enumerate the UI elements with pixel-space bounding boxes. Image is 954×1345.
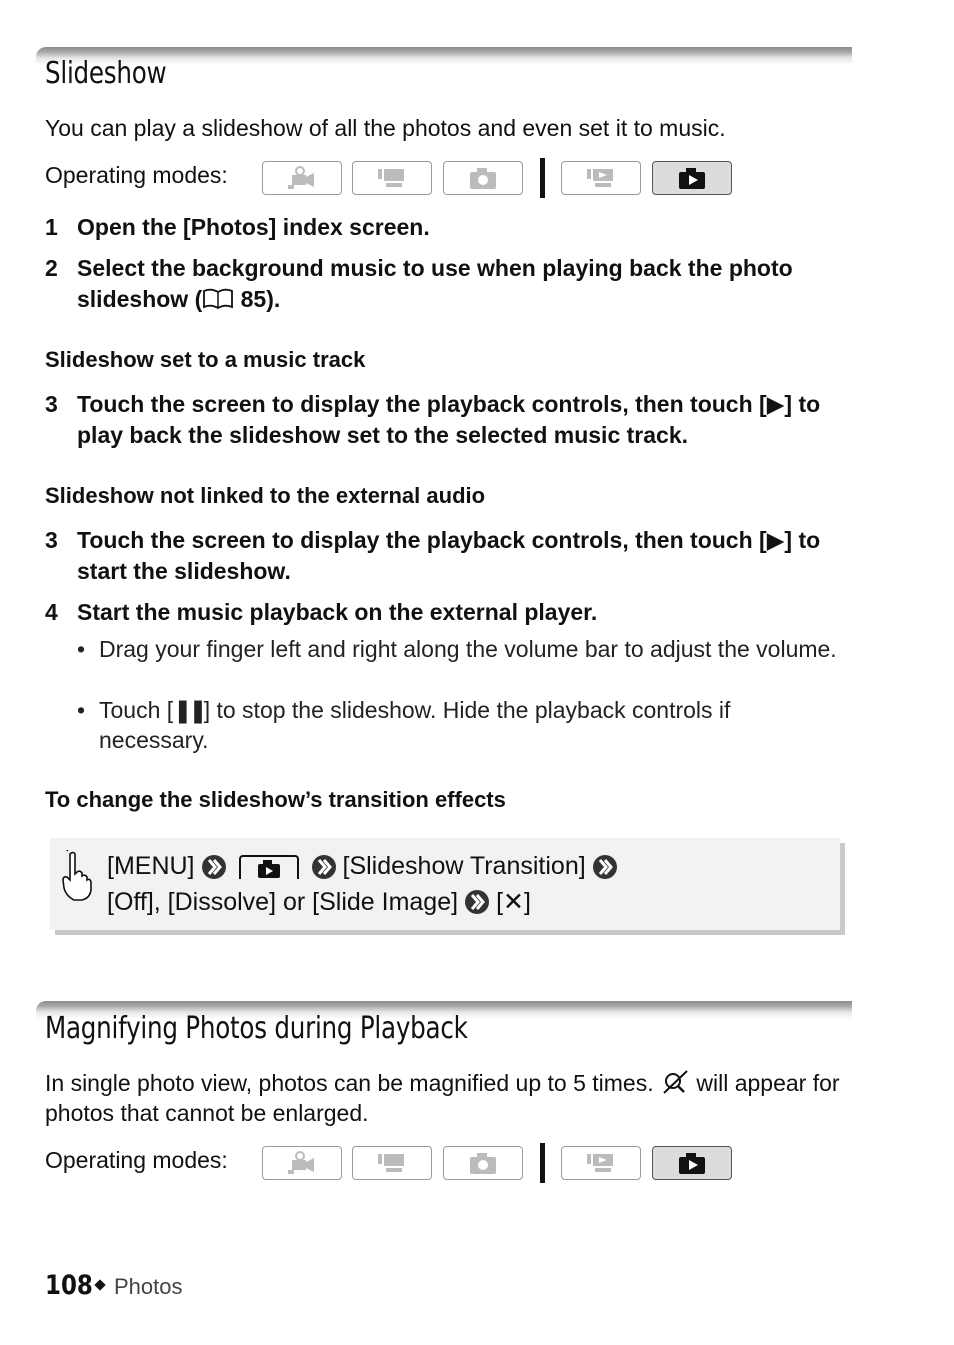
- mode-photo-record: [443, 1146, 523, 1180]
- play-icon: ▶: [766, 527, 785, 553]
- close-bracket-close: ]: [523, 887, 531, 916]
- step-text-part: 85).: [234, 286, 281, 312]
- photo-camera-icon: [465, 1150, 501, 1176]
- page-number: 108: [45, 1270, 93, 1301]
- movie-camera-record-icon: [284, 165, 320, 191]
- subheading: Slideshow not linked to the external audio: [45, 483, 486, 508]
- intro-text: You can play a slideshow of all the photos and even set it to music.: [45, 115, 726, 141]
- next-arrow-icon: [592, 854, 618, 880]
- next-arrow-icon: [311, 854, 337, 880]
- bullet-dot: •: [77, 697, 86, 723]
- subheading: To change the slideshow’s transition effects: [45, 787, 506, 812]
- bullet-text-part: ] to stop the slideshow. Hide the playback controls if necessary.: [99, 697, 731, 753]
- section-title: Slideshow: [45, 56, 167, 91]
- step-number: 2: [45, 255, 58, 281]
- step-text-part: Touch the screen to display the playback controls, then touch [: [77, 391, 767, 417]
- mode-movie-playback: [561, 1146, 641, 1180]
- step-number: 1: [45, 214, 58, 240]
- photo-playback-icon: [674, 165, 710, 191]
- bullet-item: [77, 634, 837, 664]
- subheading: Slideshow set to a music track: [45, 347, 366, 372]
- step-text: Open the [Photos] index screen.: [77, 214, 430, 240]
- step-1: [45, 212, 855, 243]
- bullet-text: Drag your finger left and right along the volume bar to adjust the volume.: [99, 636, 837, 662]
- next-arrow-icon: [464, 889, 490, 915]
- mode-separator: [540, 1143, 545, 1183]
- step-text: [77, 253, 855, 315]
- step-text-part: Select the background music to use when playing back the photo slideshow (: [77, 255, 793, 312]
- pause-icon: ❚❚: [173, 697, 204, 723]
- touch-hand-icon: [60, 850, 94, 902]
- bullet-text-part: Touch [: [99, 697, 174, 723]
- movie-playback-icon: [583, 1150, 619, 1176]
- photo-playback-icon: [674, 1150, 710, 1176]
- diamond-separator-icon: [94, 1279, 105, 1290]
- movie-camera-record-icon: [284, 1150, 320, 1176]
- menu-label: [MENU]: [107, 852, 195, 880]
- step-3b: [45, 525, 855, 587]
- menu-line-1: [107, 852, 624, 881]
- step-number: 4: [45, 599, 58, 625]
- mode-movie-record: [352, 161, 432, 195]
- intro-text: [45, 1068, 845, 1128]
- mode-photo-playback: [652, 1146, 732, 1180]
- step-text: [77, 389, 855, 451]
- menu-procedure-box: [50, 838, 840, 930]
- movie-record-icon: [374, 165, 410, 191]
- next-arrow-icon: [201, 854, 227, 880]
- step-2: [45, 253, 855, 315]
- play-icon: ▶: [766, 391, 785, 417]
- mode-movie-camera-record: [262, 161, 342, 195]
- bullet-dot: •: [77, 636, 86, 662]
- movie-record-icon: [374, 1150, 410, 1176]
- no-magnify-icon: [660, 1069, 690, 1095]
- mode-photo-playback: [652, 161, 732, 195]
- step-number: 3: [45, 527, 58, 553]
- bullet-text: [99, 695, 837, 755]
- mode-movie-record: [352, 1146, 432, 1180]
- photo-camera-icon: [465, 165, 501, 191]
- step-text: Start the music playback on the external player.: [77, 599, 598, 625]
- menu-item-label: [Slideshow Transition]: [342, 852, 586, 880]
- footer-section-name: Photos: [114, 1274, 183, 1299]
- photo-playback-tab-icon: [239, 855, 299, 879]
- mode-movie-playback: [561, 161, 641, 195]
- step-text-part: ] to play back the slideshow set to the selected music track.: [77, 391, 821, 448]
- mode-separator: [540, 158, 545, 198]
- step-4: [45, 597, 855, 628]
- close-bracket-open: [: [496, 887, 504, 916]
- operating-modes-label: Operating modes:: [45, 162, 228, 188]
- close-icon: ✕: [503, 888, 524, 916]
- operating-modes-label: Operating modes:: [45, 1147, 228, 1173]
- book-icon: [202, 288, 234, 310]
- mode-photo-record: [443, 161, 523, 195]
- mode-movie-camera-record: [262, 1146, 342, 1180]
- step-number: 3: [45, 391, 58, 417]
- step-text: [77, 525, 855, 587]
- menu-line-2: [107, 887, 531, 917]
- intro-text-part: will appear for photos that cannot be enlarged.: [45, 1070, 840, 1126]
- intro-text-part: In single photo view, photos can be magnified up to 5 times.: [45, 1070, 654, 1096]
- movie-playback-icon: [583, 165, 619, 191]
- step-text-part: Touch the screen to display the playback controls, then touch [: [77, 527, 767, 553]
- menu-options-label: [Off], [Dissolve] or [Slide Image]: [107, 887, 459, 916]
- bullet-item: [77, 695, 837, 755]
- step-3a: [45, 389, 855, 451]
- step-text-part: ] to start the slideshow.: [77, 527, 821, 584]
- section-title: Magnifying Photos during Playback: [45, 1011, 468, 1046]
